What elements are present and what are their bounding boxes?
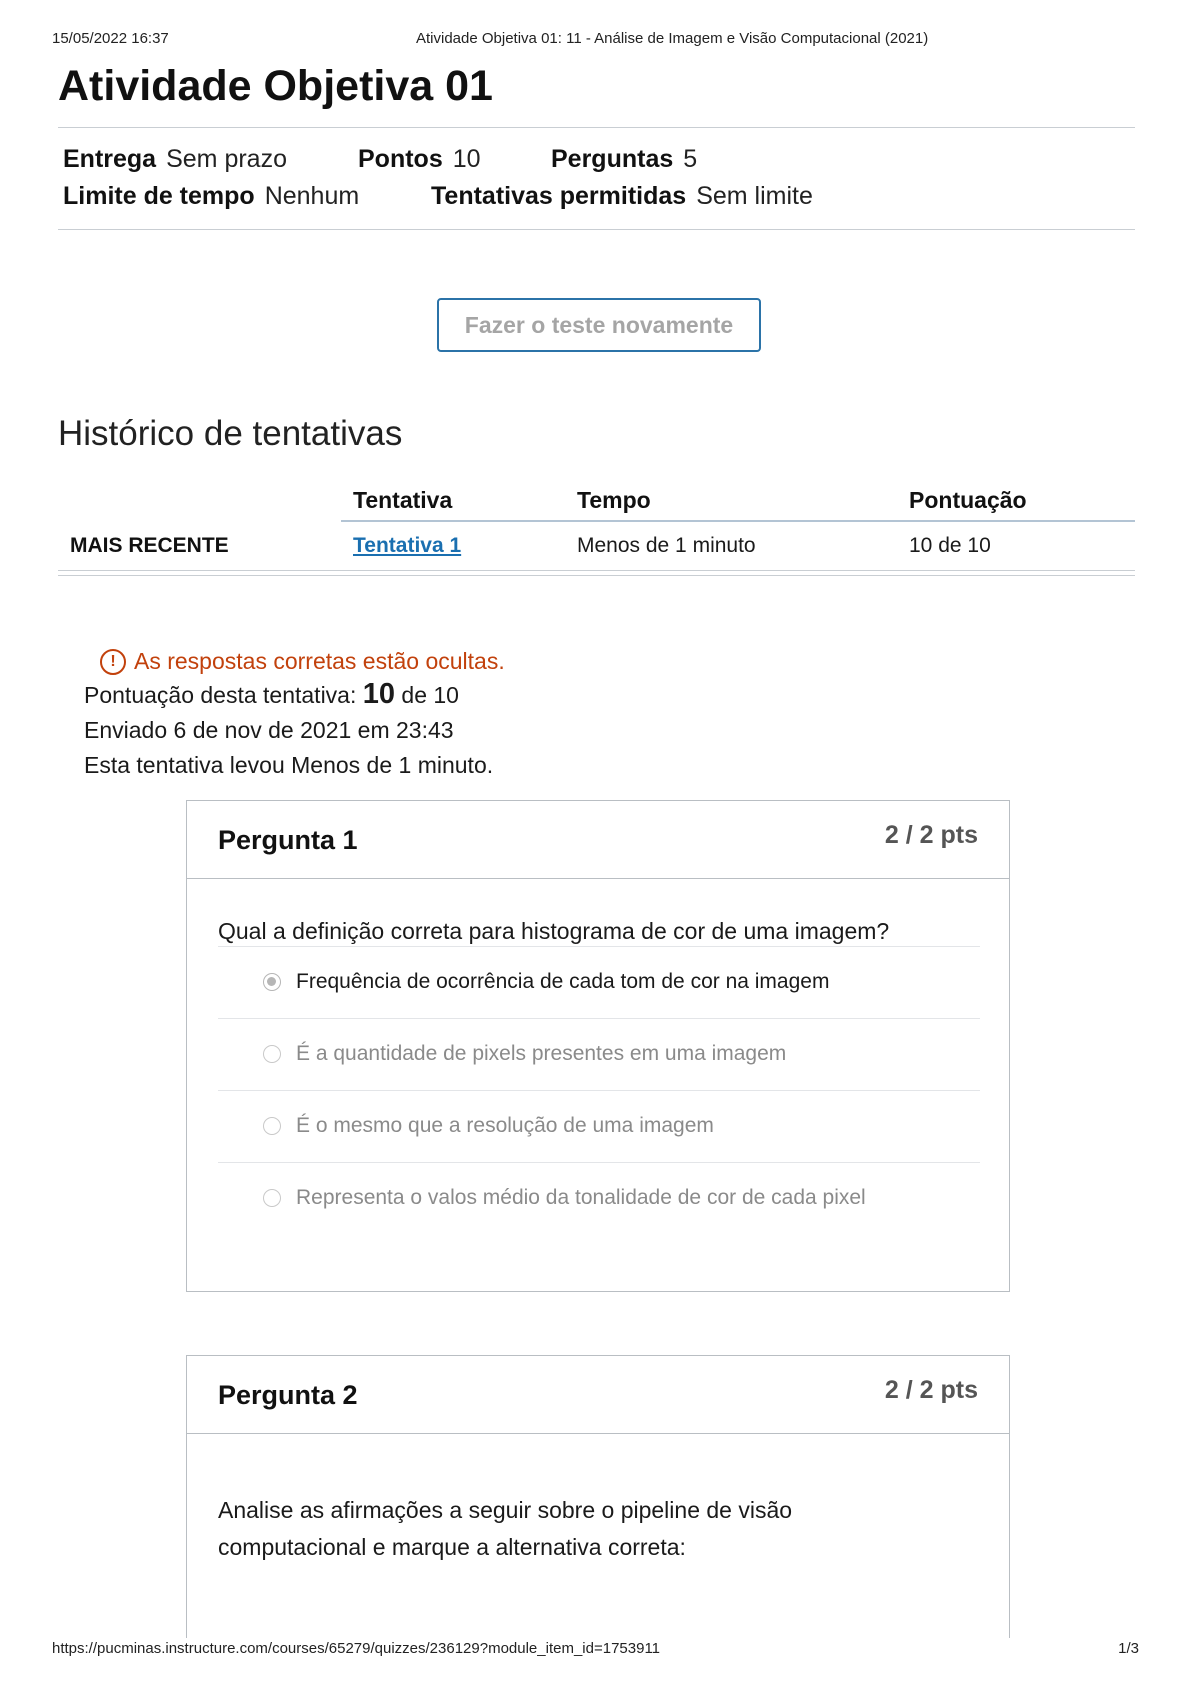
attempt-score-line xyxy=(84,678,459,711)
answer-label: É a quantidade de pixels presentes em uma imagem xyxy=(296,1042,787,1065)
duration-text: Esta tentativa levou Menos de 1 minuto xyxy=(84,752,487,778)
attempt-row-label: MAIS RECENTE xyxy=(58,521,341,571)
attempts-table xyxy=(58,480,1135,571)
print-datetime: 15/05/2022 16:37 xyxy=(52,30,169,47)
question-text-line: Analise as afirmações a seguir sobre o pipeline de visão xyxy=(218,1497,793,1523)
meta-pontos-label: Pontos xyxy=(358,145,443,173)
question-points: 2 / 2 pts xyxy=(884,821,978,849)
question-text-line: computacional e marque a alternativa correta: xyxy=(218,1534,686,1560)
question-card xyxy=(186,800,1010,1292)
answers-hidden-notice xyxy=(100,648,505,675)
score-label: Pontuação desta tentativa: xyxy=(84,682,357,708)
page-title: Atividade Objetiva 01 xyxy=(58,62,493,110)
meta-pontos xyxy=(358,145,481,174)
meta-perguntas xyxy=(551,145,697,174)
score-value: 10 xyxy=(362,678,396,710)
radio-selected-icon xyxy=(263,973,281,991)
question-header xyxy=(187,1356,1009,1434)
meta-tentativas-label: Tentativas permitidas xyxy=(431,182,687,210)
meta-entrega xyxy=(63,145,287,174)
attempt-cell xyxy=(341,521,565,571)
answer-option xyxy=(218,1090,980,1162)
question-text: Qual a definição correta para histograma de cor de uma imagem? xyxy=(218,918,890,944)
score-total: de 10 xyxy=(401,682,459,708)
meta-limite-value: Nenhum xyxy=(264,182,360,210)
meta-limite xyxy=(63,182,359,211)
attempt-link[interactable]: Tentativa 1 xyxy=(353,534,462,557)
question-title: Pergunta 2 xyxy=(218,1380,358,1410)
history-title: Histórico de tentativas xyxy=(58,414,403,453)
print-doc-title: Atividade Objetiva 01: 11 - Análise de Imagem e Visão Computacional (2021) xyxy=(416,30,929,47)
meta-perguntas-label: Perguntas xyxy=(551,145,674,173)
meta-entrega-label: Entrega xyxy=(63,145,157,173)
radio-icon xyxy=(263,1117,281,1135)
meta-entrega-value: Sem prazo xyxy=(166,145,287,173)
attempts-header-time: Tempo xyxy=(565,480,897,521)
meta-tentativas-value: Sem limite xyxy=(696,182,813,210)
answer-option xyxy=(218,1018,980,1090)
attempts-header-attempt: Tentativa xyxy=(341,480,565,521)
answers-hidden-text: As respostas corretas estão ocultas. xyxy=(134,648,505,674)
radio-icon xyxy=(263,1045,281,1063)
question-text xyxy=(218,1492,792,1566)
meta-limite-label: Limite de tempo xyxy=(63,182,255,210)
answer-list xyxy=(218,946,980,1234)
attempts-header-row xyxy=(58,480,1135,521)
answer-label: Frequência de ocorrência de cada tom de cor na imagem xyxy=(296,970,830,993)
duration-line xyxy=(84,752,493,779)
divider xyxy=(58,127,1135,128)
table-row xyxy=(58,521,1135,571)
retake-quiz-button[interactable]: Fazer o teste novamente xyxy=(437,298,761,352)
alert-icon: ! xyxy=(100,649,126,675)
duration-suffix: . xyxy=(486,752,494,778)
answer-option xyxy=(218,1162,980,1234)
meta-pontos-value: 10 xyxy=(452,145,481,173)
question-card xyxy=(186,1355,1010,1638)
answer-option xyxy=(218,946,980,1018)
radio-icon xyxy=(263,1189,281,1207)
answer-label: Representa o valos médio da tonalidade de cor de cada pixel xyxy=(296,1186,866,1209)
meta-tentativas xyxy=(431,182,813,211)
attempts-header-empty xyxy=(58,480,341,521)
print-url: https://pucminas.instructure.com/courses/65279/quizzes/236129?module_item_id=1753911 xyxy=(52,1640,661,1657)
meta-perguntas-value: 5 xyxy=(683,145,698,173)
attempt-time: Menos de 1 minuto xyxy=(565,521,897,571)
attempts-header-score: Pontuação xyxy=(897,480,1135,521)
question-header xyxy=(187,801,1009,879)
divider xyxy=(58,575,1135,576)
attempt-score: 10 de 10 xyxy=(897,521,1135,571)
print-page-number: 1/3 xyxy=(1118,1640,1139,1657)
answer-label: É o mesmo que a resolução de uma imagem xyxy=(296,1114,714,1137)
question-title: Pergunta 1 xyxy=(218,825,358,855)
submitted-line: Enviado 6 de nov de 2021 em 23:43 xyxy=(84,717,454,743)
question-points: 2 / 2 pts xyxy=(884,1376,978,1404)
divider xyxy=(58,229,1135,230)
